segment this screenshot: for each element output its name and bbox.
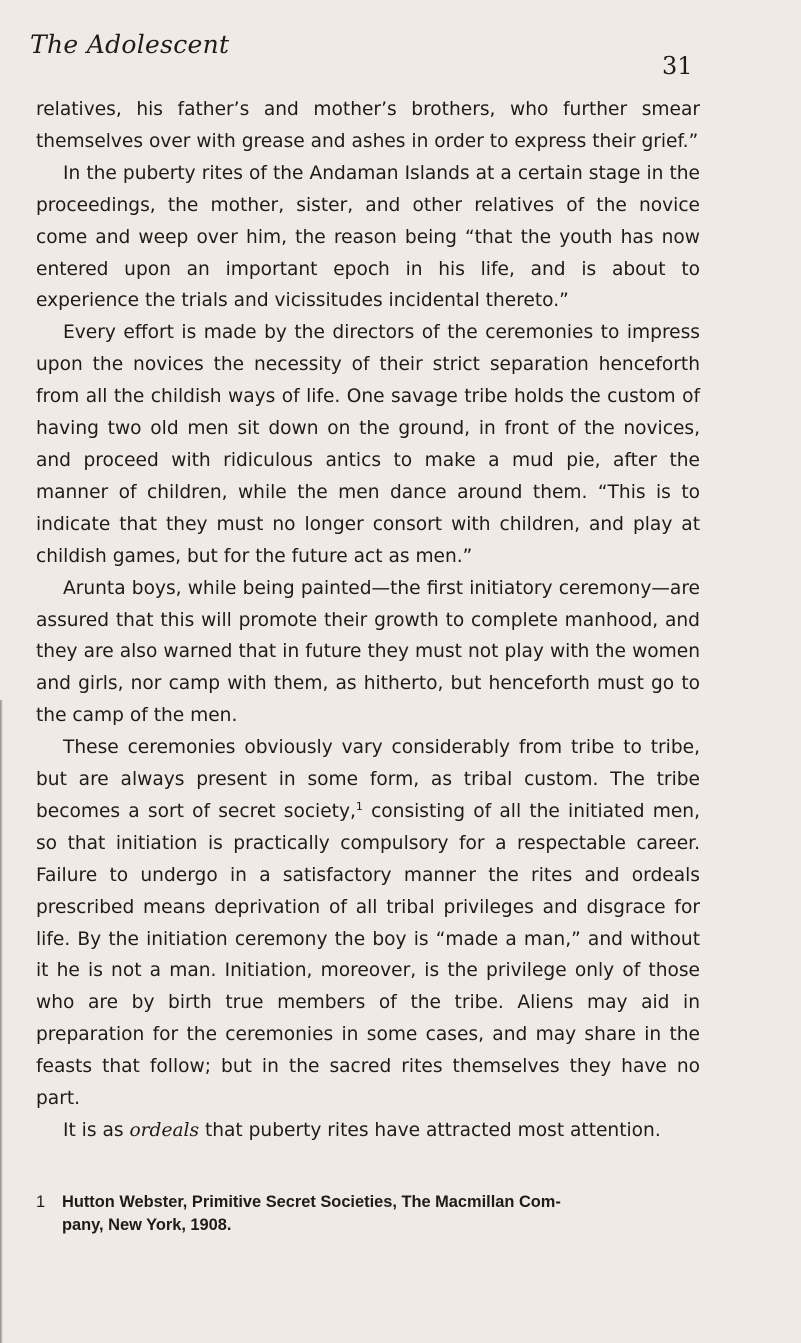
footnote-text-1: Hutton Webster, Primitive Secret Societies, The Macmillan Com- <box>62 1193 561 1211</box>
footnote <box>36 1191 700 1237</box>
paragraph-ordeals <box>36 1115 700 1147</box>
paragraph-ceremonies-text-a: These ceremonies obviously vary considerably from tribe to tribe, but are always present in some form, as tribal custom. The tribe becomes a sort of secret society, <box>36 737 700 822</box>
paragraph-arunta: Arunta boys, while being painted—the first initiatory ceremony—are assured that this will promote their growth to complete manhood, and they are also warned that in future they must not play with the women and girls, nor camp with them, as hitherto, but henceforth must go to the camp of the men. <box>36 577 700 727</box>
emphasis-ordeals: ordeals <box>129 1120 200 1141</box>
running-head-title: The Adolescent <box>30 30 230 59</box>
paragraph-ceremonies <box>36 732 700 1115</box>
paragraph-ordeals-text-b: that puberty rites have attracted most attention. <box>199 1120 661 1141</box>
paragraph-ordeals-text-a: It is as <box>63 1120 130 1141</box>
running-head <box>30 30 693 80</box>
footnote-line-2: pany, New York, 1908. <box>62 1216 232 1234</box>
footnote-marker: 1 <box>36 1193 46 1211</box>
paragraph-continued: relatives, his father’s and mother’s brothers, who further smear themselves over with grease and ashes in order to express their grief.” <box>36 99 700 152</box>
page-number: 31 <box>662 52 693 80</box>
footnote-line-1 <box>36 1191 700 1214</box>
paragraph-andaman: In the puberty rites of the Andaman Islands at a certain stage in the proceedings, the mother, sister, and other relatives of the novice come and weep over him, the reason being “that the youth has now entered upon an important epoch in his life, and is about to experience the trials and vicissitudes incidental thereto.” <box>36 162 700 312</box>
body-text <box>36 94 700 1147</box>
paragraph-separation: Every effort is made by the directors of the ceremonies to impress upon the novices the necessity of their strict separation henceforth from all the childish ways of life. One savage tribe holds the custom of having two old men sit down on the ground, in front of the novices, and proceed with ridiculous antics to make a mud pie, after the manner of children, while the men dance around them. “This is to indicate that they must no longer consort with children, and play at childish games, but for the future act as men.” <box>36 322 700 567</box>
footnote-reference: 1 <box>355 799 363 813</box>
paragraph-ceremonies-text-b: consisting of all the initiated men, so that initiation is practically compulsory for a respectable career. Failure to undergo in a satisfactory manner the rites and ordeals prescribed means deprivation of all tribal privileges and disgrace for life. By the initiation ceremony the boy is “made a man,” and without it he is not a man. Initiation, moreover, is the privilege only of those who are by birth true members of the tribe. Aliens may aid in preparation for the ceremonies in some cases, and may share in the feasts that follow; but in the sacred rites themselves they have no part. <box>36 800 700 1110</box>
page-edge-shadow <box>0 700 3 1343</box>
